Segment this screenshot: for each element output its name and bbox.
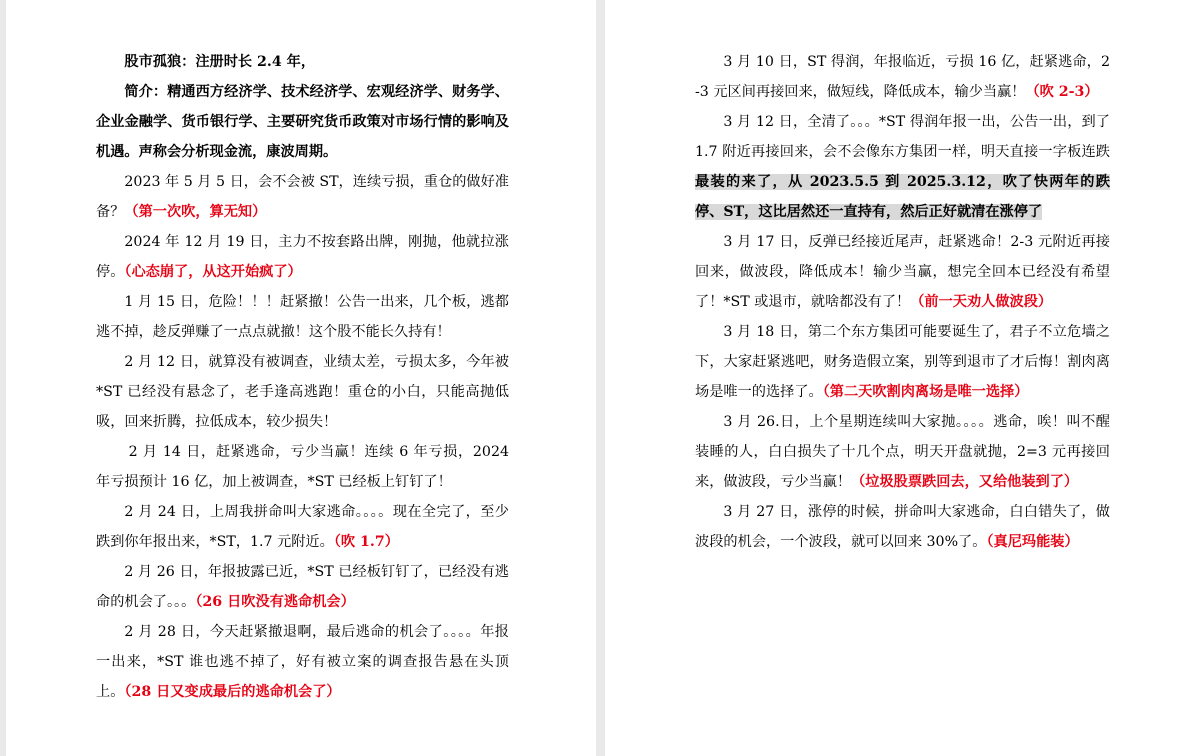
annotation-note: （吹 2-3） [1025, 84, 1099, 100]
paragraph-02-26: 2 月 26 日，年报披露已近，*ST 已经板钉钉了，已经没有逃命的机会了。。。（26 日吹没有逃命机会） [96, 564, 509, 610]
highlighted-comment: 最装的来了，从 2023.5.5 到 2025.3.12，吹了快两年的跌停、ST，这比居然还一直持有，然后正好就清在涨停了 [695, 174, 1110, 220]
paragraph-02-24: 2 月 24 日，上周我拼命叫大家逃命。。。。现在全完了，至少跌到你年报出来，*ST，1.7 元附近。（吹 1.7） [96, 504, 509, 550]
document-page-right [605, 0, 1197, 756]
paragraph-2024-12-19: 2024 年 12 月 19 日，主力不按套路出牌，刚抛，他就拉涨停。（心态崩了，从这开始疯了） [96, 234, 509, 280]
paragraph-03-12: 3 月 12 日，全清了。。。*ST 得润年报一出，公告一出，到了 1.7 附近再接回来，会不会像东方集团一样，明天直接一字板连跌最装的来了，从 2023.5.5 到 2025.3.12，吹了快两年的跌停、ST，这比居然还一直持有，然后正好就清在涨停了 [695, 114, 1110, 220]
paragraph-03-18: 3 月 18 日，第二个东方集团可能要诞生了，君子不立危墙之下，大家赶紧逃吧，财务造假立案，别等到退市了才后悔！割肉离场是唯一的选择了。（第二天吹割肉离场是唯一选择） [695, 324, 1110, 400]
annotation-note: （26 日吹没有逃命机会） [195, 594, 355, 610]
paragraph-01-15: 1 月 15 日，危险！！！赶紧撤！公告一出来，几个板，逃都逃不掉，趁反弹赚了一点点就撤！这个股不能长久持有！ [96, 294, 509, 340]
annotation-note: （第一次吹，算无知） [124, 204, 267, 220]
annotation-note: （心态崩了，从这开始疯了） [124, 264, 302, 280]
paragraph-02-12: 2 月 12 日，就算没有被调查，业绩太差，亏损太多，今年被*ST 已经没有悬念了，老手逢高逃跑！重仓的小白，只能高抛低吸，回来折腾，拉低成本，较少损失！ [96, 354, 509, 430]
paragraph-02-28: 2 月 28 日，今天赶紧撤退啊，最后逃命的机会了。。。。年报一出来，*ST 谁也逃不掉了，好有被立案的调查报告悬在头顶上。（28 日又变成最后的逃命机会了） [96, 624, 509, 700]
annotation-note: （前一天劝人做波段） [910, 294, 1053, 310]
paragraph-03-17: 3 月 17 日，反弹已经接近尾声，赶紧逃命！2-3 元附近再接回来，做波段，降低成本！输少当赢，想完全回本已经没有希望了！*ST 或退市，就啥都没有了！（前一天劝人做波段） [695, 234, 1110, 310]
annotation-note: （吹 1.7） [333, 534, 399, 550]
annotation-note: （垃圾股票跌回去，又给他装到了） [851, 474, 1079, 490]
author-line: 股市孤狼：注册时长 2.4 年， [124, 54, 316, 70]
author-intro: 简介：精通西方经济学、技术经济学、宏观经济学、财务学、企业金融学、货币银行学、主要研究货币政策对市场行情的影响及机遇。声称会分析现金流，康波周期。 [96, 84, 509, 160]
paragraph-2023-05-05: 2023 年 5 月 5 日，会不会被 ST，连续亏损，重仓的做好准备？（第一次吹，算无知） [96, 174, 509, 220]
annotation-note: （28 日又变成最后的逃命机会了） [124, 684, 341, 700]
paragraph-03-10: 3 月 10 日，ST 得润，年报临近，亏损 16 亿，赶紧逃命，2-3 元区间再接回来，做短线，降低成本，输少当赢！（吹 2-3） [695, 54, 1110, 100]
paragraph-03-26: 3 月 26.日，上个星期连续叫大家抛。。。。逃命，唉！叫不醒装睡的人，白白损失了十几个点，明天开盘就抛，2=3 元再接回来，做波段，亏少当赢！（垃圾股票跌回去，又给他装到了） [695, 414, 1110, 490]
paragraph-03-27: 3 月 27 日，涨停的时候，拼命叫大家逃命，白白错失了，做波段的机会，一个波段，就可以回来 30%了。（真尼玛能装） [695, 504, 1110, 550]
annotation-note: （真尼玛能装） [986, 534, 1079, 550]
annotation-note: （第二天吹割肉离场是唯一选择） [822, 384, 1029, 400]
paragraph-02-14: 2 月 14 日，赶紧逃命，亏少当赢！连续 6 年亏损，2024 年亏损预计 16 亿，加上被调查，*ST 已经板上钉钉了！ [96, 444, 509, 490]
document-page-left [6, 0, 596, 756]
